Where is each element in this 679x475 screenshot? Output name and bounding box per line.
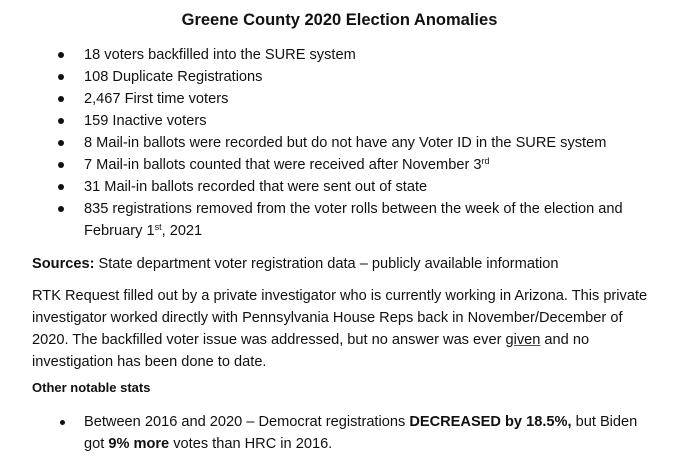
list-item: 2,467 First time voters — [0, 88, 654, 110]
bullet-icon — [58, 162, 64, 168]
list-item: 835 registrations removed from the voter rolls between the week of the election and February 1st, 2021 — [0, 198, 654, 242]
bullet-icon — [58, 96, 64, 102]
sources-text: State department voter registration data – publicly available information — [94, 256, 559, 272]
bullet-icon — [58, 206, 64, 212]
underlined-word: given — [505, 332, 541, 348]
list-item: 108 Duplicate Registrations — [0, 66, 654, 88]
notable-stats-list — [0, 411, 679, 455]
list-item: Between 2016 and 2020 – Democrat registrations DECREASED by 18.5%, but Biden got 9% more votes than HRC in 2016. — [0, 411, 659, 455]
notable-stats-heading: Other notable stats — [32, 380, 151, 395]
list-item: 7 Mail-in ballots counted that were received after November 3rd — [0, 154, 654, 176]
sources-label: Sources: — [32, 256, 95, 272]
anomalies-list — [0, 44, 679, 242]
superscript: st — [154, 222, 162, 232]
list-item: 8 Mail-in ballots were recorded but do not have any Voter ID in the SURE system — [0, 132, 654, 154]
bullet-icon — [58, 140, 64, 146]
list-item: 159 Inactive voters — [0, 110, 654, 132]
rtk-paragraph: RTK Request filled out by a private investigator who is currently working in Arizona. This private investigator worked directly with Pennsylvania House Reps back in November/December of 2020. The backfilled voter issue was addressed, but no answer was ever given and no investigation has been done to date. — [32, 288, 648, 370]
list-item: 18 voters backfilled into the SURE system — [0, 44, 654, 66]
bullet-icon — [60, 420, 65, 425]
sources-paragraph — [32, 253, 652, 275]
bullet-icon — [58, 74, 64, 80]
superscript: rd — [481, 156, 490, 166]
list-item: 31 Mail-in ballots recorded that were sent out of state — [0, 176, 654, 198]
bullet-icon — [58, 52, 64, 58]
bullet-icon — [58, 184, 64, 190]
document-title: Greene County 2020 Election Anomalies — [181, 11, 498, 29]
bullet-icon — [58, 118, 64, 124]
